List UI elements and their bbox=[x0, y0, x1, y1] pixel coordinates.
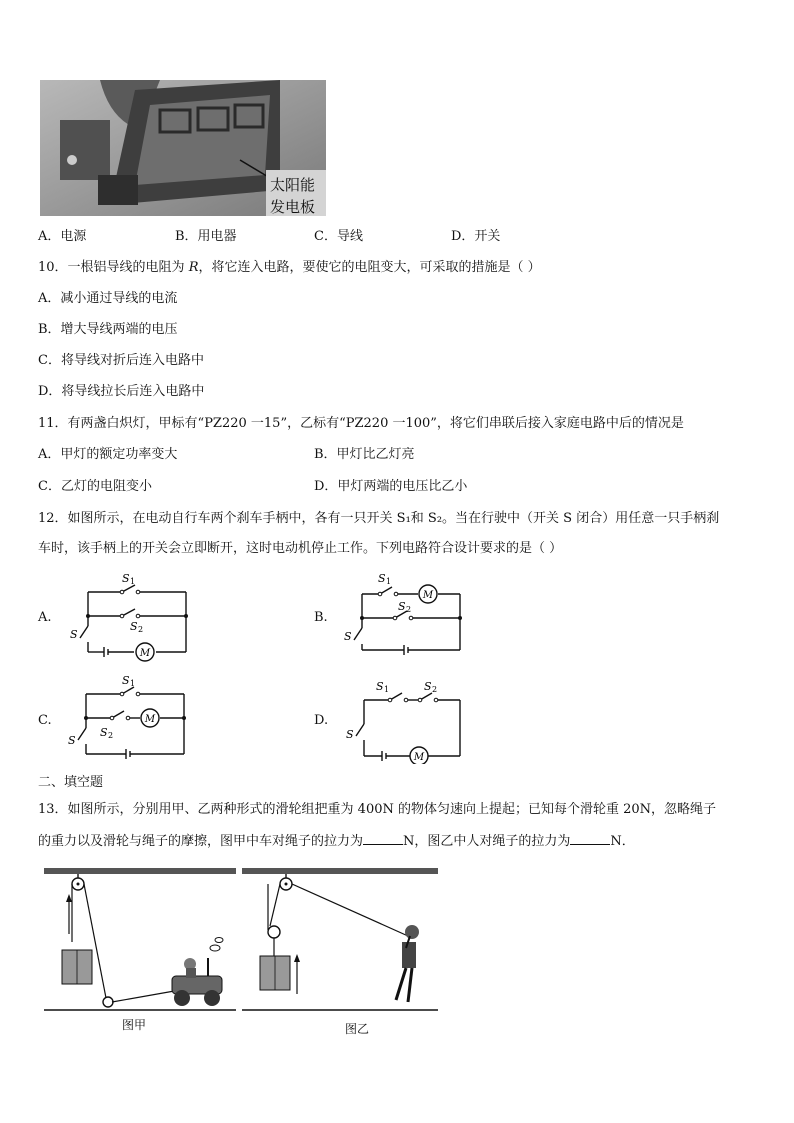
q11-option-c[interactable]: C．乙灯的电阻变小 bbox=[38, 479, 152, 494]
fig-label-jia: 图甲 bbox=[122, 1018, 147, 1032]
circuit-a-s2-sub: 2 bbox=[138, 625, 144, 634]
circuit-c-s-label: S bbox=[68, 734, 76, 747]
circuit-d-s-label: S bbox=[346, 728, 354, 741]
circuit-b-s-label: S bbox=[344, 630, 352, 643]
q9-option-a[interactable]: A．电源 bbox=[38, 229, 87, 244]
q13-stem-part-a: 的重力以及滑轮与绳子的摩擦，图甲中车对绳子的拉力为 bbox=[38, 834, 364, 849]
q12-option-c[interactable]: C. bbox=[38, 713, 52, 728]
pulley-figure-jia bbox=[40, 864, 240, 1014]
q13-blank-1[interactable] bbox=[363, 832, 403, 845]
circuit-d-s2-label: S bbox=[424, 680, 432, 693]
q9-option-d[interactable]: D．开关 bbox=[451, 229, 501, 244]
circuit-c-diagram bbox=[60, 672, 200, 764]
fig-label-yi: 图乙 bbox=[345, 1022, 370, 1036]
circuit-a-s1-sub: 1 bbox=[130, 577, 136, 586]
q11-option-b[interactable]: B．甲灯比乙灯亮 bbox=[314, 447, 415, 462]
q13-stem-part-c: N． bbox=[610, 834, 635, 849]
circuit-c-s2-label: S bbox=[100, 726, 108, 739]
q11-option-a[interactable]: A．甲灯的额定功率变大 bbox=[38, 447, 178, 462]
circuit-b-s2-sub: 2 bbox=[406, 605, 412, 614]
circuit-a-s1-label: S bbox=[122, 572, 130, 585]
q10-stem bbox=[38, 259, 541, 277]
circuit-a-s2-label: S bbox=[130, 620, 138, 633]
q10-option-a[interactable]: A．减小通过导线的电流 bbox=[38, 291, 178, 306]
q13-stem-part-b: N，图乙中人对绳子的拉力为 bbox=[403, 834, 571, 849]
q10-stem-suffix: ，将它连入电路，要使它的电阻变大，可采取的措施是（ ） bbox=[198, 260, 541, 275]
circuit-d-diagram bbox=[340, 672, 470, 764]
circuit-c-s1-sub: 1 bbox=[130, 679, 136, 688]
circuit-b-s1-label: S bbox=[378, 572, 386, 585]
photo-label-line2: 发电板 bbox=[270, 198, 316, 216]
circuit-d-motor-label: M bbox=[413, 752, 425, 763]
circuit-b-diagram bbox=[340, 570, 470, 662]
q11-option-d[interactable]: D．甲灯两端的电压比乙小 bbox=[314, 479, 468, 494]
circuit-a-s-label: S bbox=[70, 628, 78, 641]
circuit-d-s1-label: S bbox=[376, 680, 384, 693]
section-2-title: 二、填空题 bbox=[38, 775, 104, 790]
circuit-d-s1-sub: 1 bbox=[384, 685, 390, 694]
q10-option-c[interactable]: C．将导线对折后连入电路中 bbox=[38, 353, 204, 368]
q12-option-d[interactable]: D. bbox=[314, 713, 329, 728]
solar-panel-photo bbox=[40, 80, 326, 216]
circuit-c-s2-sub: 2 bbox=[108, 731, 114, 740]
q10-option-b[interactable]: B．增大导线两端的电压 bbox=[38, 322, 178, 337]
photo-label bbox=[270, 174, 315, 216]
circuit-b-motor-label: M bbox=[422, 590, 434, 601]
circuit-b-s1-sub: 1 bbox=[386, 577, 392, 586]
q9-option-b[interactable]: B．用电器 bbox=[175, 229, 237, 244]
q12-option-a[interactable]: A. bbox=[38, 610, 52, 625]
q12-option-b[interactable]: B. bbox=[314, 610, 328, 625]
q13-stem-line1: 13．如图所示，分别用甲、乙两种形式的滑轮组把重为 400N 的物体匀速向上提起；已知每个滑轮重 20N，忽略绳子 bbox=[38, 802, 717, 817]
q10-option-d[interactable]: D．将导线拉长后连入电路中 bbox=[38, 384, 205, 399]
q13-stem-line2 bbox=[38, 832, 635, 851]
circuit-c-motor-label: M bbox=[144, 714, 156, 725]
circuit-d-s2-sub: 2 bbox=[432, 685, 438, 694]
circuit-c-s1-label: S bbox=[122, 674, 130, 687]
q11-stem: 11．有两盏白炽灯，甲标有“PZ220 一15”，乙标有“PZ220 一100”，将它们串联后接入家庭电路中后的情况是 bbox=[38, 416, 684, 431]
q10-stem-prefix: 10．一根铝导线的电阻为 bbox=[38, 260, 189, 275]
pulley-figure-yi bbox=[240, 864, 440, 1014]
q9-option-c[interactable]: C．导线 bbox=[314, 229, 363, 244]
q12-stem-line2: 车时，该手柄上的开关会立即断开，这时电动机停止工作。下列电路符合设计要求的是（ ） bbox=[38, 541, 563, 556]
circuit-a-motor-label: M bbox=[139, 648, 151, 659]
photo-label-line1: 太阳能 bbox=[270, 176, 316, 194]
q13-blank-2[interactable] bbox=[570, 832, 610, 845]
q10-stem-var: R bbox=[188, 260, 199, 275]
circuit-a-diagram bbox=[60, 570, 200, 662]
circuit-b-s2-label: S bbox=[398, 600, 406, 613]
q12-stem-line1: 12．如图所示，在电动自行车两个刹车手柄中，各有一只开关 S₁和 S₂。当在行驶中（开关 S 闭合）用任意一只手柄刹 bbox=[38, 511, 720, 526]
